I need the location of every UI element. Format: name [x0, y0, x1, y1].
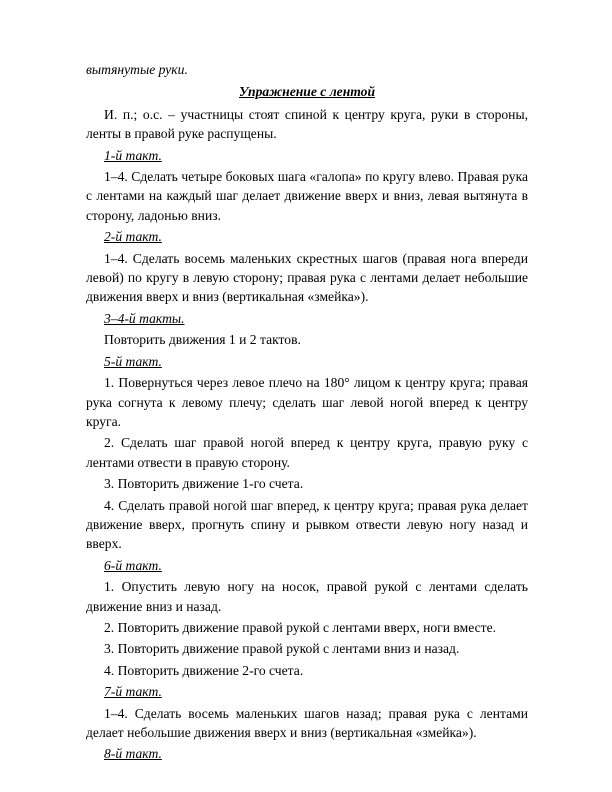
paragraph: 4. Повторить движение 2-го счета. — [104, 662, 304, 678]
paragraph: 2. Повторить движение правой рукой с лентами вверх, ноги вместе. — [104, 619, 497, 635]
document-page — [86, 60, 528, 764]
paragraph: 4. Сделать правой ногой шаг вперед, к центру круга; правая рука делает движение вверх, прогнуть спину и рывком отвести левую ногу назад и вверх. — [86, 497, 528, 552]
paragraph: 1–4. Сделать восемь маленьких шагов назад; правая рука с лентами делает небольшие движения вверх и вниз (вертикальная «змейка»). — [86, 705, 528, 740]
paragraph: 1. Повернуться через левое плечо на 180° лицом к центру круга; правая рука согнута к левому плечу; сделать шаг левой ногой вперед к центру круга. — [86, 375, 528, 429]
beat-heading: 8-й такт. — [104, 746, 162, 762]
beat-heading: 1-й такт. — [104, 147, 162, 163]
paragraph: И. п.; о.с. – участницы стоят спиной к центру круга, руки в стороны, ленты в правой руке распущены. — [86, 106, 528, 142]
beat-heading: 6-й такт. — [104, 557, 162, 573]
paragraph: 3. Повторить движение правой рукой с лентами вниз и назад. — [104, 641, 460, 657]
beat-heading: 7-й такт. — [104, 684, 162, 700]
paragraph: 3. Повторить движение 1-го счета. — [104, 476, 304, 492]
beat-heading: 5-й такт. — [104, 353, 162, 369]
paragraph: 1–4. Сделать четыре боковых шага «галопа» по кругу влево. Правая рука с лентами на каждый шаг делает движение вверх и вниз, левая вытянута в сторону, ладонью вниз. — [86, 169, 528, 223]
paragraph: 2. Сделать шаг правой ногой вперед к центру круга, правую руку с лентами отвести в правую сторону. — [86, 435, 528, 470]
paragraph: Повторить движения 1 и 2 тактов. — [104, 332, 301, 348]
paragraph: 1. Опустить левую ногу на носок, правой рукой с лентами сделать движение вниз и назад. — [86, 579, 528, 614]
exercise-title: Упражнение с лентой — [238, 84, 376, 100]
continuation-line: вытянутые руки. — [86, 62, 188, 77]
paragraph: 1–4. Сделать восемь маленьких скрестных шагов (правая нога впереди левой) по кругу в левую сторону; правая рука с лентами делает небольшие движения вверх и вниз (вертикальная «змейка»). — [86, 250, 528, 305]
beat-heading: 3–4-й такты. — [104, 310, 185, 326]
beat-heading: 2-й такт. — [104, 229, 162, 245]
